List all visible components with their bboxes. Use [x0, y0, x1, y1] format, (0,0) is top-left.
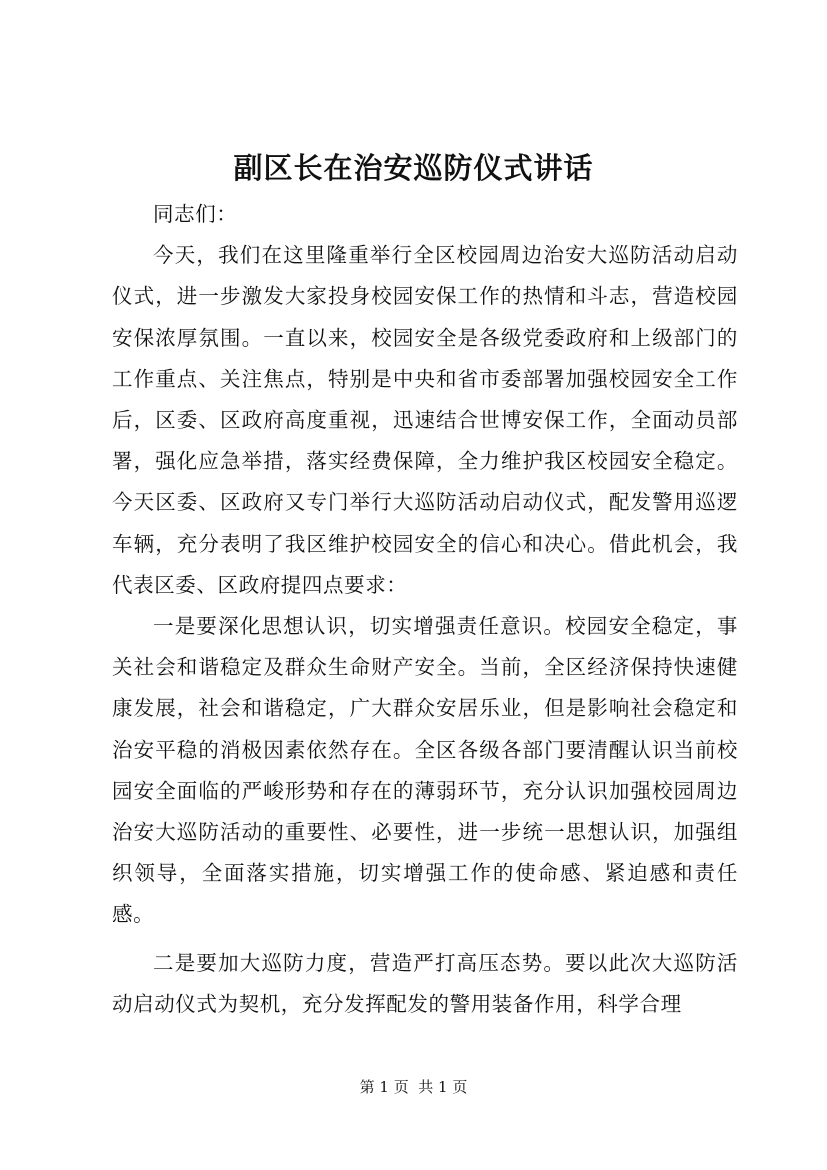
salutation: 同志们：: [153, 202, 238, 226]
paragraph-3: 二是要加大巡防力度，营造严打高压态势。要以此次大巡防活动启动仪式为契机，充分发挥配发的警用装备作用，科学合理: [112, 950, 738, 1016]
document-title: 副区长在治安巡防仪式讲话: [233, 151, 594, 185]
document-body: [112, 194, 738, 1025]
page-footer: [0, 1077, 827, 1097]
paragraph-1: 今天，我们在这里隆重举行全区校园周边治安大巡防活动启动仪式，进一步激发大家投身校园安保工作的热情和斗志，营造校园安保浓厚氛围。一直以来，校园安全是各级党委政府和上级部门的工作重点、关注焦点，特别是中央和省市委部署加强校园安全工作后，区委、区政府高度重视，迅速结合世博安保工作，全面动员部署，强化应急举措，落实经费保障，全力维护我区校园安全稳定。今天区委、区政府又专门举行大巡防活动启动仪式，配发警用巡逻车辆，充分表明了我区维护校园安全的信心和决心。借此机会，我代表区委、区政府提四点要求：: [112, 243, 738, 597]
paragraph-2: 一是要深化思想认识，切实增强责任意识。校园安全稳定，事关社会和谐稳定及群众生命财产安全。当前，全区经济保持快速健康发展，社会和谐稳定，广大群众安居乐业，但是影响社会稳定和治安平稳的消极因素依然存在。全区各级各部门要清醒认识当前校园安全面临的严峻形势和存在的薄弱环节，充分认识加强校园周边治安大巡防活动的重要性、必要性，进一步统一思想认识，加强组织领导，全面落实措施，切实增强工作的使命感、紧迫感和责任感。: [112, 614, 738, 927]
page-number: 第 1 页 共 1 页: [359, 1078, 468, 1096]
